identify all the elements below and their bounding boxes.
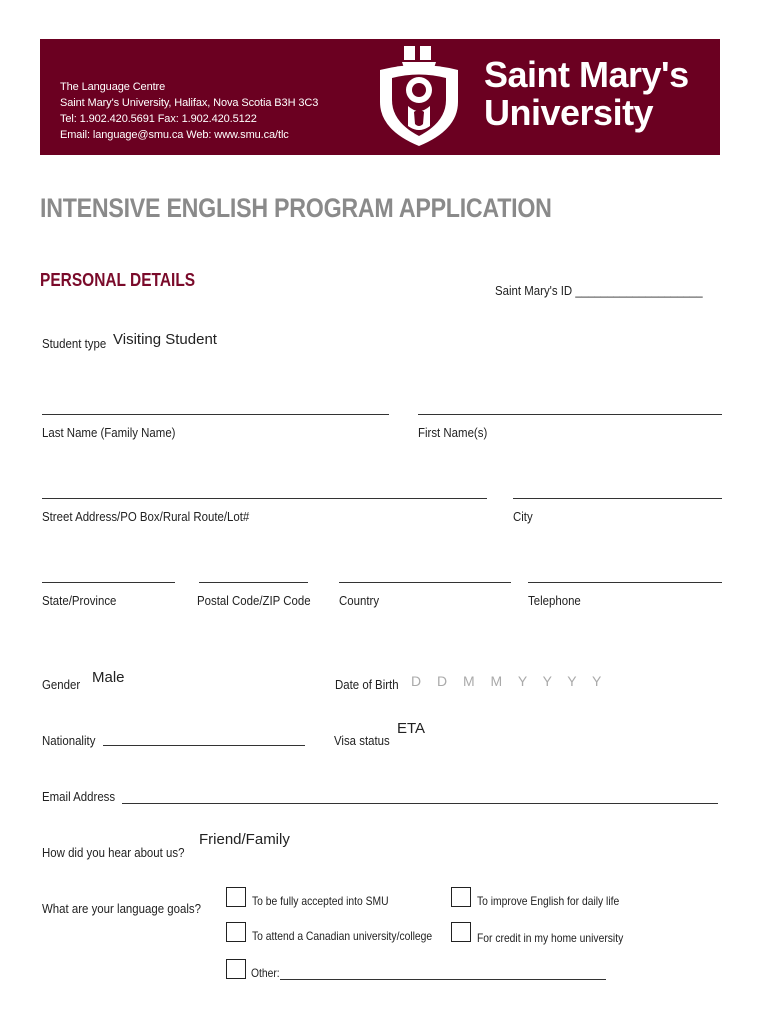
street-address-field[interactable] (42, 498, 487, 499)
goal-credit-checkbox[interactable] (451, 922, 471, 942)
university-name-line1: Saint Mary's (484, 54, 689, 95)
contact-line: Saint Mary's University, Halifax, Nova Scotia B3H 3C3 (60, 97, 319, 109)
goal-canadian-label: To attend a Canadian university/college (252, 929, 433, 943)
student-type-label: Student type (42, 336, 107, 351)
contact-line: Email: language@smu.ca Web: www.smu.ca/tlc (60, 129, 289, 141)
student-type-value[interactable]: Visiting Student (113, 331, 217, 348)
goal-credit-label: For credit in my home university (477, 931, 624, 945)
nationality-label: Nationality (42, 733, 96, 748)
form-title: INTENSIVE ENGLISH PROGRAM APPLICATION (40, 193, 552, 223)
city-field[interactable] (513, 498, 722, 499)
goal-daily-label: To improve English for daily life (477, 894, 620, 908)
goal-canadian-checkbox[interactable] (226, 922, 246, 942)
country-label: Country (339, 593, 380, 608)
email-label: Email Address (42, 789, 116, 804)
goal-other-checkbox[interactable] (226, 959, 246, 979)
nationality-field[interactable] (103, 745, 305, 746)
hear-about-label: How did you hear about us? (42, 845, 185, 860)
visa-label: Visa status (334, 733, 390, 748)
language-goals-label: What are your language goals? (42, 901, 202, 916)
street-address-label: Street Address/PO Box/Rural Route/Lot# (42, 509, 250, 524)
goal-smu-label: To be fully accepted into SMU (252, 894, 389, 908)
smu-id-field[interactable]: Saint Mary's ID ____________________ (495, 283, 703, 298)
university-crest-logo (378, 44, 460, 148)
first-name-field[interactable] (418, 414, 722, 415)
visa-value[interactable]: ETA (397, 720, 426, 737)
section-title: PERSONAL DETAILS (40, 270, 196, 290)
telephone-field[interactable] (528, 582, 722, 583)
contact-line: Tel: 1.902.420.5691 Fax: 1.902.420.5122 (60, 113, 257, 125)
postal-code-field[interactable] (199, 582, 308, 583)
city-label: City (513, 509, 533, 524)
state-label: State/Province (42, 593, 117, 608)
contact-info (60, 79, 318, 143)
goal-smu-checkbox[interactable] (226, 887, 246, 907)
goal-other-label: Other: (251, 966, 280, 980)
email-field[interactable] (122, 803, 718, 804)
postal-code-label: Postal Code/ZIP Code (197, 593, 311, 608)
contact-line: The Language Centre (60, 81, 166, 93)
gender-value[interactable]: Male (92, 669, 125, 686)
last-name-label: Last Name (Family Name) (42, 425, 176, 440)
university-name (484, 56, 689, 132)
state-field[interactable] (42, 582, 175, 583)
goal-daily-checkbox[interactable] (451, 887, 471, 907)
dob-label: Date of Birth (335, 677, 399, 692)
dob-field[interactable]: D D M M Y Y Y Y (411, 673, 608, 689)
university-name-line2: University (484, 92, 654, 133)
goal-other-field[interactable] (280, 979, 606, 980)
gender-label: Gender (42, 677, 81, 692)
country-field[interactable] (339, 582, 511, 583)
first-name-label: First Name(s) (418, 425, 488, 440)
hear-about-value[interactable]: Friend/Family (199, 831, 290, 848)
telephone-label: Telephone (528, 593, 581, 608)
last-name-field[interactable] (42, 414, 389, 415)
